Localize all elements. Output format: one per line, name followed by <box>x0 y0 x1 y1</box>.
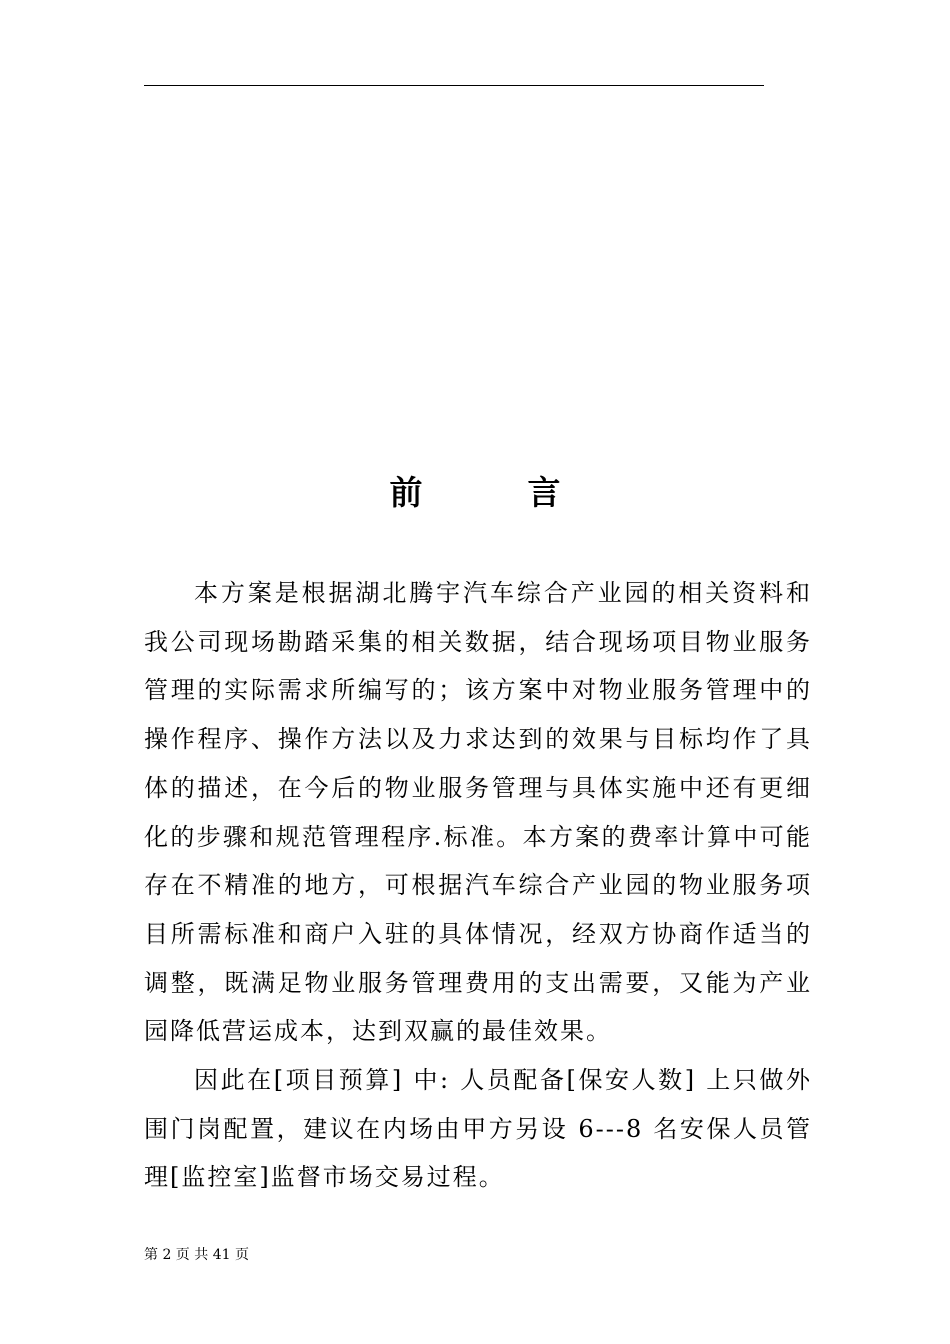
preface-body <box>144 569 812 1202</box>
page-number-footer: 第 2 页 共 41 页 <box>144 1247 249 1263</box>
title-char-right: 言 <box>527 473 561 512</box>
paragraph-budget-note: 因此在[项目预算] 中: 人员配备[保安人数] 上只做外围门岗配置，建议在内场由甲方另设 6---8 名安保人员管理[监控室]监督市场交易过程。 <box>144 1066 812 1192</box>
title-char-left: 前 <box>389 473 423 512</box>
page-title <box>0 468 950 518</box>
header-rule <box>144 85 764 86</box>
paragraph-intro: 本方案是根据湖北腾宇汽车综合产业园的相关资料和我公司现场勘踏采集的相关数据，结合现场项目物业服务管理的实际需求所编写的；该方案中对物业服务管理中的操作程序、操作方法以及力求达到的效果与目标均作了具体的描述，在今后的物业服务管理与具体实施中还有更细化的步骤和规范管理程序.标准。本方案的费率计算中可能存在不精准的地方，可根据汽车综合产业园的物业服务项目所需标准和商户入驻的具体情况，经双方协商作适当的调整，既满足物业服务管理费用的支出需要，又能为产业园降低营运成本，达到双赢的最佳效果。 <box>144 579 812 1046</box>
